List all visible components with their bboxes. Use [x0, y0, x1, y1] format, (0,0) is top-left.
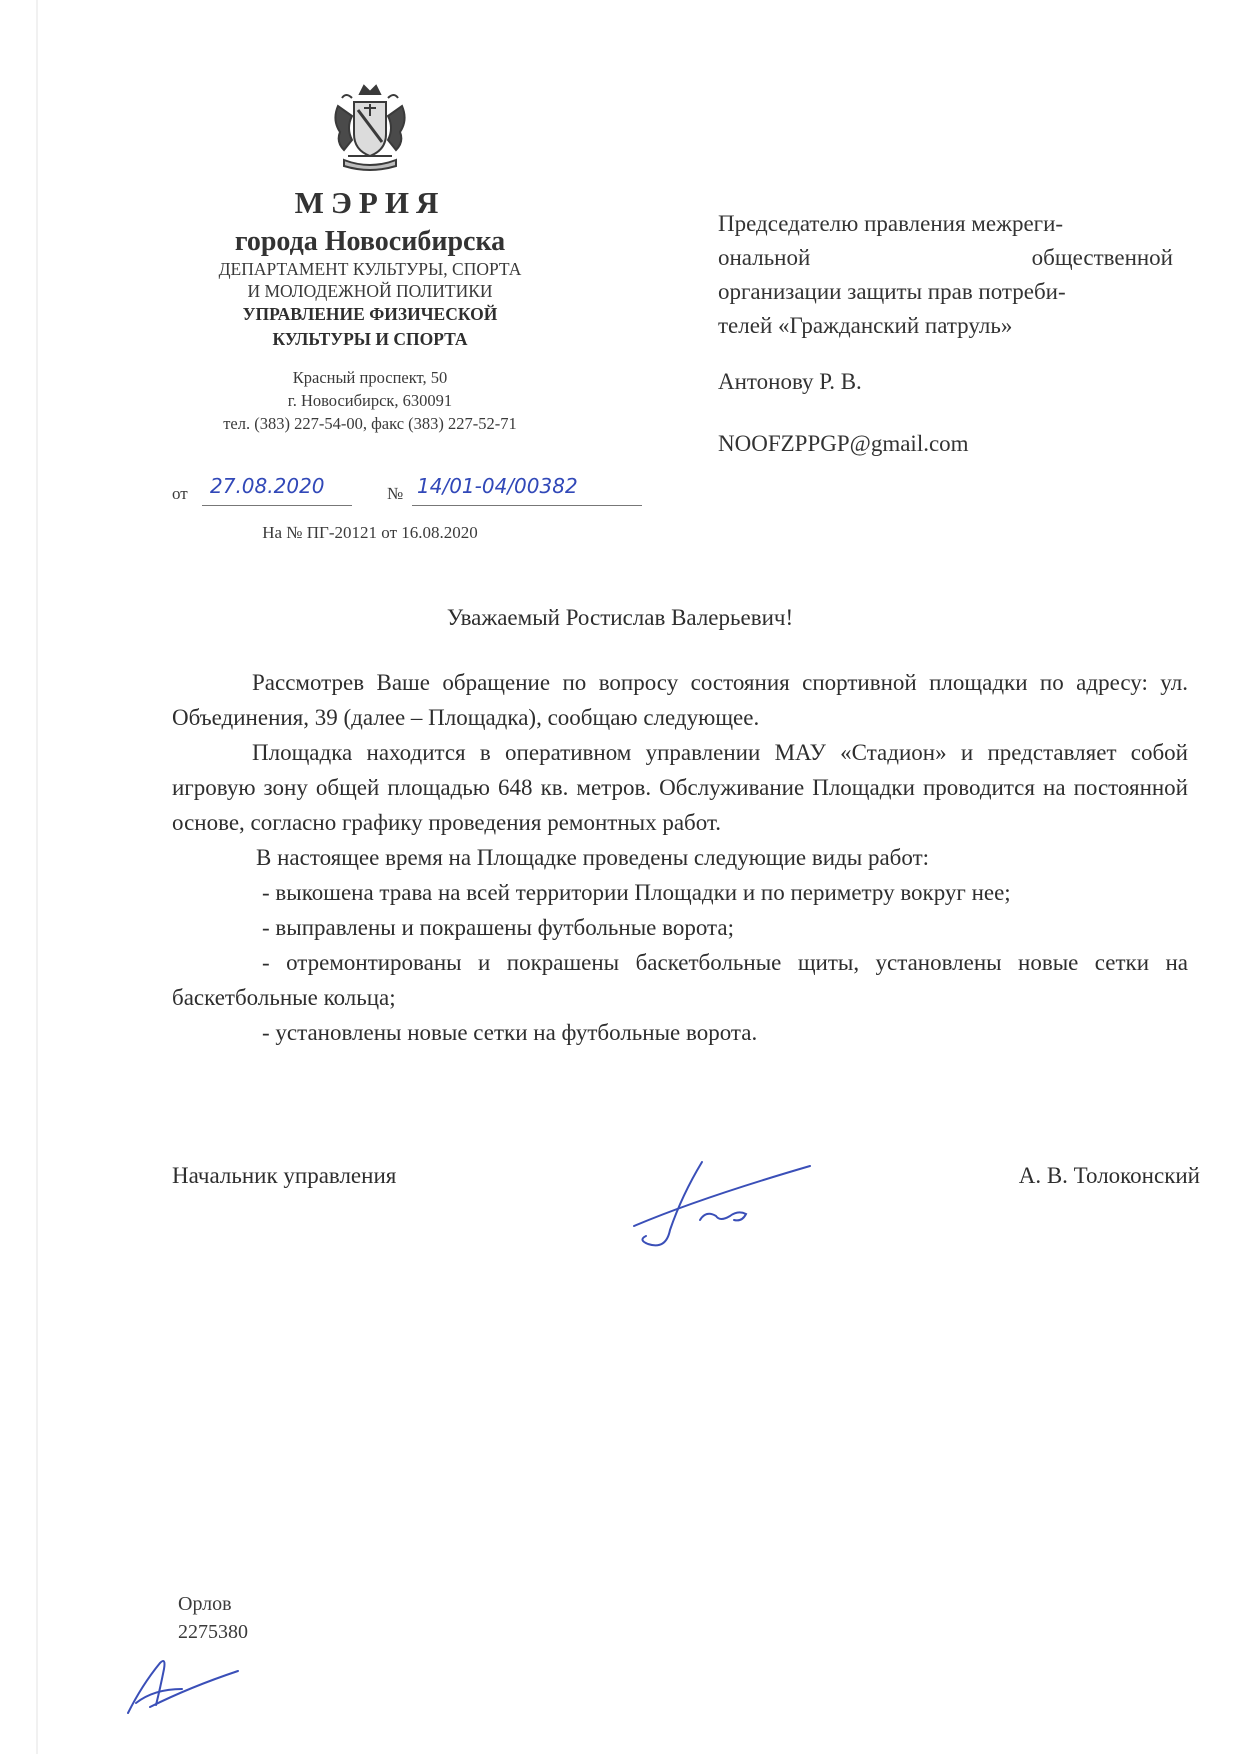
addressee-line-1: Председателю правления межреги- [718, 211, 1064, 236]
date-label: от [172, 484, 188, 503]
executor-name: Орлов [178, 1593, 232, 1615]
paragraph-2: Площадка находится в оперативном управлении МАУ «Стадион» и представляет собой игровую зону общей площадью 648 кв. метров. Обслуживание Площадки проводится на постоянной основе, согласно графику проведения ремонтных работ. [172, 740, 1188, 835]
signer-name: А. В. Толоконский [1018, 1163, 1200, 1188]
handwritten-signature-icon [630, 1150, 820, 1260]
reply-reference: На № ПГ-20121 от 16.08.2020 [262, 523, 478, 542]
address-street: Красный проспект, 50 [292, 368, 448, 387]
address-city: г. Новосибирск, 630091 [287, 391, 453, 410]
registration-line [172, 474, 652, 508]
org-title: МЭРИЯ [294, 185, 446, 220]
handwritten-initials-icon [120, 1645, 250, 1720]
date-underline [202, 505, 352, 506]
letter-body [172, 665, 1188, 1050]
signer-position: Начальник управления [172, 1163, 397, 1188]
executor-info [178, 1590, 248, 1646]
subdivision-line-2: КУЛЬТУРЫ И СПОРТА [272, 329, 468, 349]
addressee-email: NOOFZPPGP@gmail.com [718, 431, 969, 456]
paragraph-1: Рассмотрев Ваше обращение по вопросу состояния спортивной площадки по адресу: ул. Объединения, 39 (далее – Площадка), сообщаю следующее. [172, 670, 1188, 730]
list-item: - отремонтированы и покрашены баскетбольные щиты, установлены новые сетки на баскетбольные кольца; [172, 950, 1188, 1010]
number-label: № [387, 484, 404, 503]
department-line-2: И МОЛОДЕЖНОЙ ПОЛИТИКИ [247, 281, 493, 301]
handwritten-date: 27.08.2020 [210, 474, 325, 498]
scan-edge-shadow [36, 0, 38, 1754]
paragraph-3: В настоящее время на Площадке проведены следующие виды работ: [256, 845, 930, 870]
list-item: - выправлены и покрашены футбольные ворота; [262, 915, 734, 940]
org-address [150, 366, 590, 435]
number-underline [412, 505, 642, 506]
addressee-line-2: ональной общественной [718, 245, 1173, 270]
addressee-block [718, 207, 1173, 461]
letterhead [150, 80, 590, 435]
list-item: - выкошена трава на всей территории Площадки и по периметру вокруг нее; [262, 880, 1011, 905]
department-line-1: ДЕПАРТАМЕНТ КУЛЬТУРЫ, СПОРТА [218, 259, 522, 279]
handwritten-number: 14/01-04/00382 [417, 474, 578, 498]
salutation: Уважаемый Ростислав Валерьевич! [446, 605, 794, 630]
city-coat-of-arms-icon [324, 80, 416, 176]
list-item: - установлены новые сетки на футбольные ворота. [262, 1020, 758, 1045]
executor-phone: 2275380 [178, 1621, 248, 1643]
org-contacts: тел. (383) 227-54-00, факс (383) 227-52-71 [223, 414, 517, 433]
org-city: города Новосибирска [234, 226, 506, 257]
addressee-line-3: организации защиты прав потреби- [718, 279, 1066, 304]
addressee-name: Антонову Р. В. [718, 369, 862, 394]
subdivision-line-1: УПРАВЛЕНИЕ ФИЗИЧЕСКОЙ [242, 304, 498, 324]
addressee-line-4: телей «Гражданский патруль» [718, 313, 1013, 338]
